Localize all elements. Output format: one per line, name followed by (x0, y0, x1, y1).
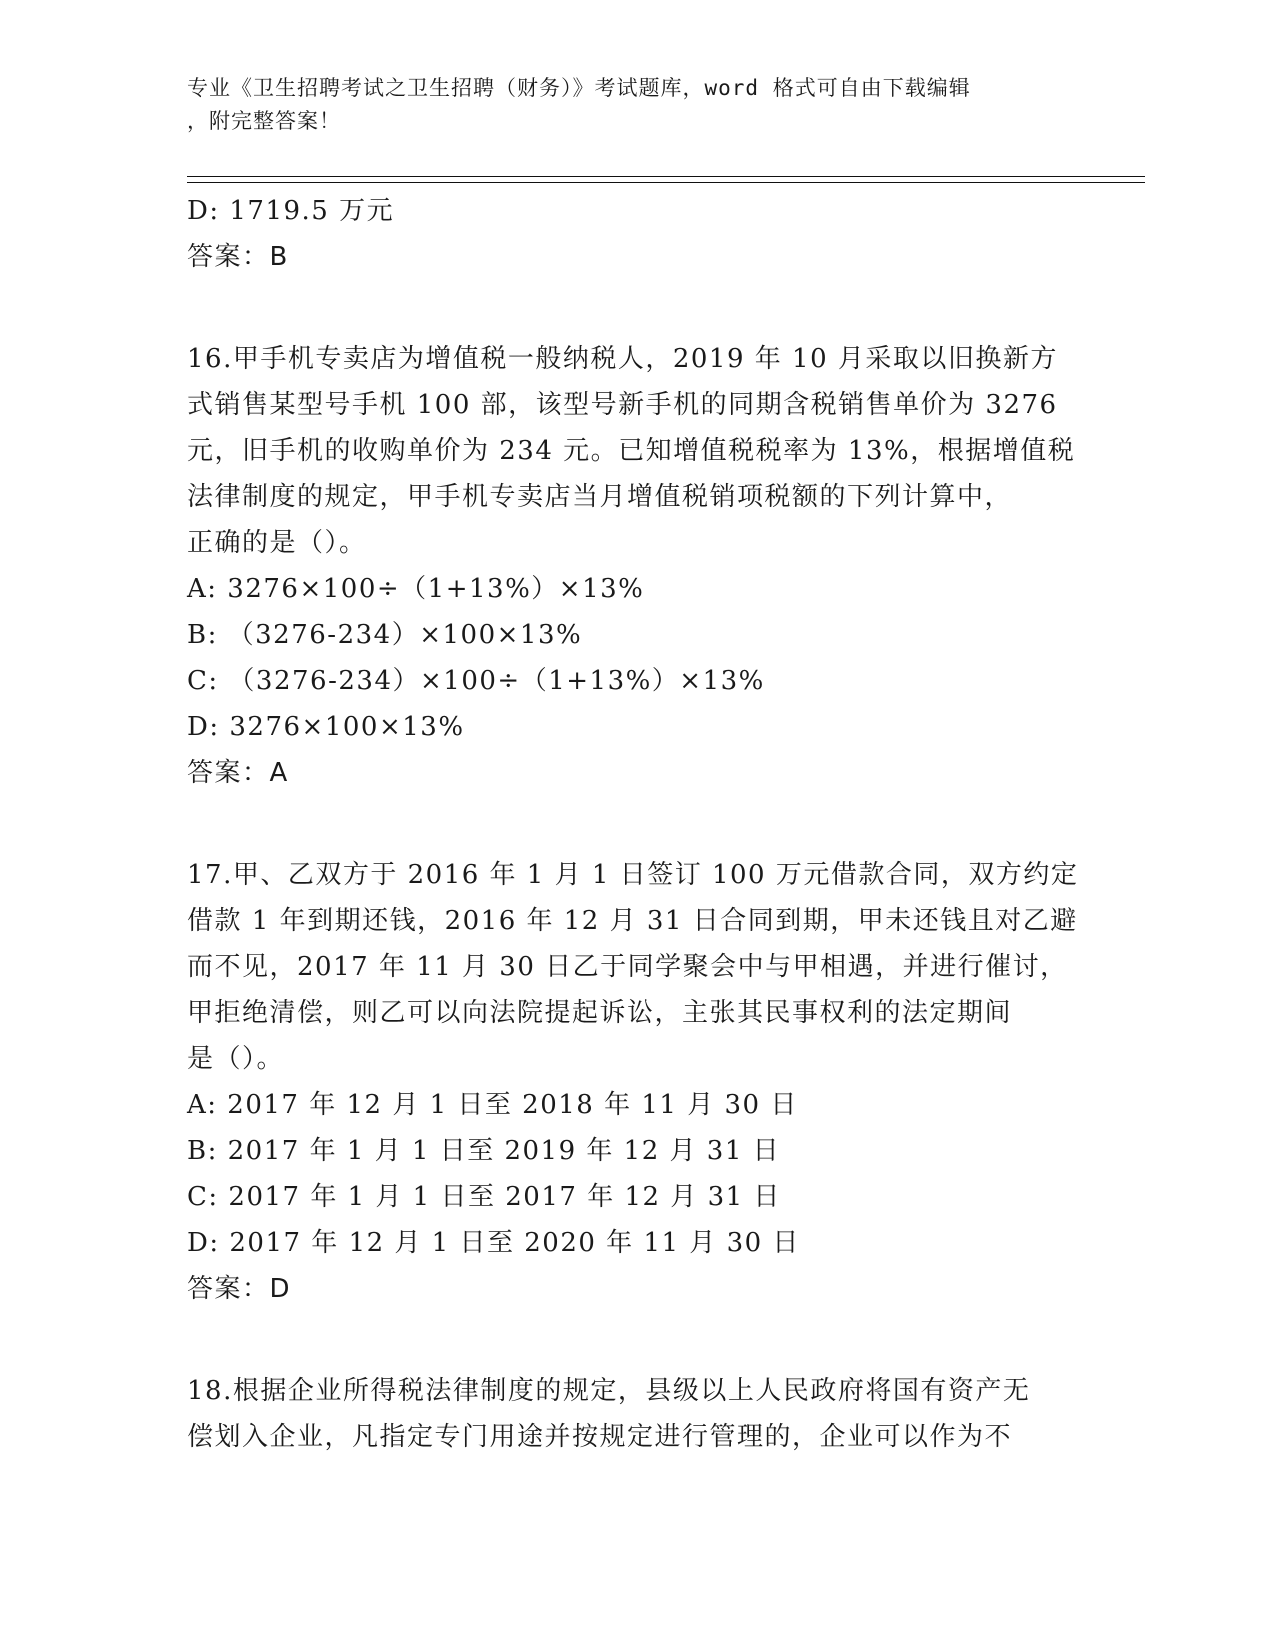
option-d: D: 2017 年 12 月 1 日至 2020 年 11 月 30 日 (187, 1228, 800, 1258)
answer-line: 答案：D (187, 1274, 292, 1304)
question-16 (187, 336, 1087, 796)
option-c: C: （3276-234）×100÷（1+13%）×13% (187, 666, 765, 696)
question-stem-line: 元，旧手机的收购单价为 234 元。已知增值税税率为 13%，根据增值税 (187, 436, 1076, 466)
question-stem-line: 借款 1 年到期还钱，2016 年 12 月 31 日合同到期，甲未还钱且对乙避 (187, 906, 1078, 936)
option-c: C: 2017 年 1 月 1 日至 2017 年 12 月 31 日 (187, 1182, 781, 1212)
header-divider-top (187, 176, 1145, 177)
document-body (187, 188, 1087, 1460)
option-d: D: 3276×100×13% (187, 712, 465, 742)
question-stem-line: 18.根据企业所得税法律制度的规定，县级以上人民政府将国有资产无 (187, 1376, 1031, 1406)
question-stem-line: 而不见，2017 年 11 月 30 日乙于同学聚会中与甲相遇，并进行催讨， (187, 952, 1068, 982)
option-a: A: 2017 年 12 月 1 日至 2018 年 11 月 30 日 (187, 1090, 798, 1120)
option-b: B: （3276-234）×100×13% (187, 620, 583, 650)
question-stem-line: 偿划入企业，凡指定专门用途并按规定进行管理的，企业可以作为不 (187, 1422, 1013, 1452)
answer-line: 答案：B (187, 242, 289, 272)
question-stem-line: 正确的是（）。 (187, 528, 367, 558)
option-b: B: 2017 年 1 月 1 日至 2019 年 12 月 31 日 (187, 1136, 781, 1166)
header-divider-bottom (187, 182, 1145, 183)
header-line-2: ，附完整答案！ (187, 109, 341, 133)
question-18 (187, 1368, 1087, 1460)
option-a: A: 3276×100÷（1+13%）×13% (187, 574, 645, 604)
question-stem-line: 式销售某型号手机 100 部，该型号新手机的同期含税销售单价为 3276 (187, 390, 1058, 420)
option-d: D: 1719.5 万元 (187, 196, 395, 226)
header-line-1: 专业《卫生招聘考试之卫生招聘（财务）》考试题库，word 格式可自由下载编辑 (187, 76, 971, 100)
question-stem-line: 甲拒绝清偿，则乙可以向法院提起诉讼，主张其民事权利的法定期间 (187, 998, 1013, 1028)
question-stem-line: 是（）。 (187, 1044, 285, 1074)
answer-line: 答案：A (187, 758, 289, 788)
previous-question-tail (187, 188, 1087, 280)
question-stem-line: 16.甲手机专卖店为增值税一般纳税人，2019 年 10 月采取以旧换新方 (187, 344, 1058, 374)
document-header (187, 72, 1067, 138)
question-17 (187, 852, 1087, 1312)
question-stem-line: 法律制度的规定，甲手机专卖店当月增值税销项税额的下列计算中， (187, 482, 1013, 512)
question-stem-line: 17.甲、乙双方于 2016 年 1 月 1 日签订 100 万元借款合同，双方约定 (187, 860, 1079, 890)
